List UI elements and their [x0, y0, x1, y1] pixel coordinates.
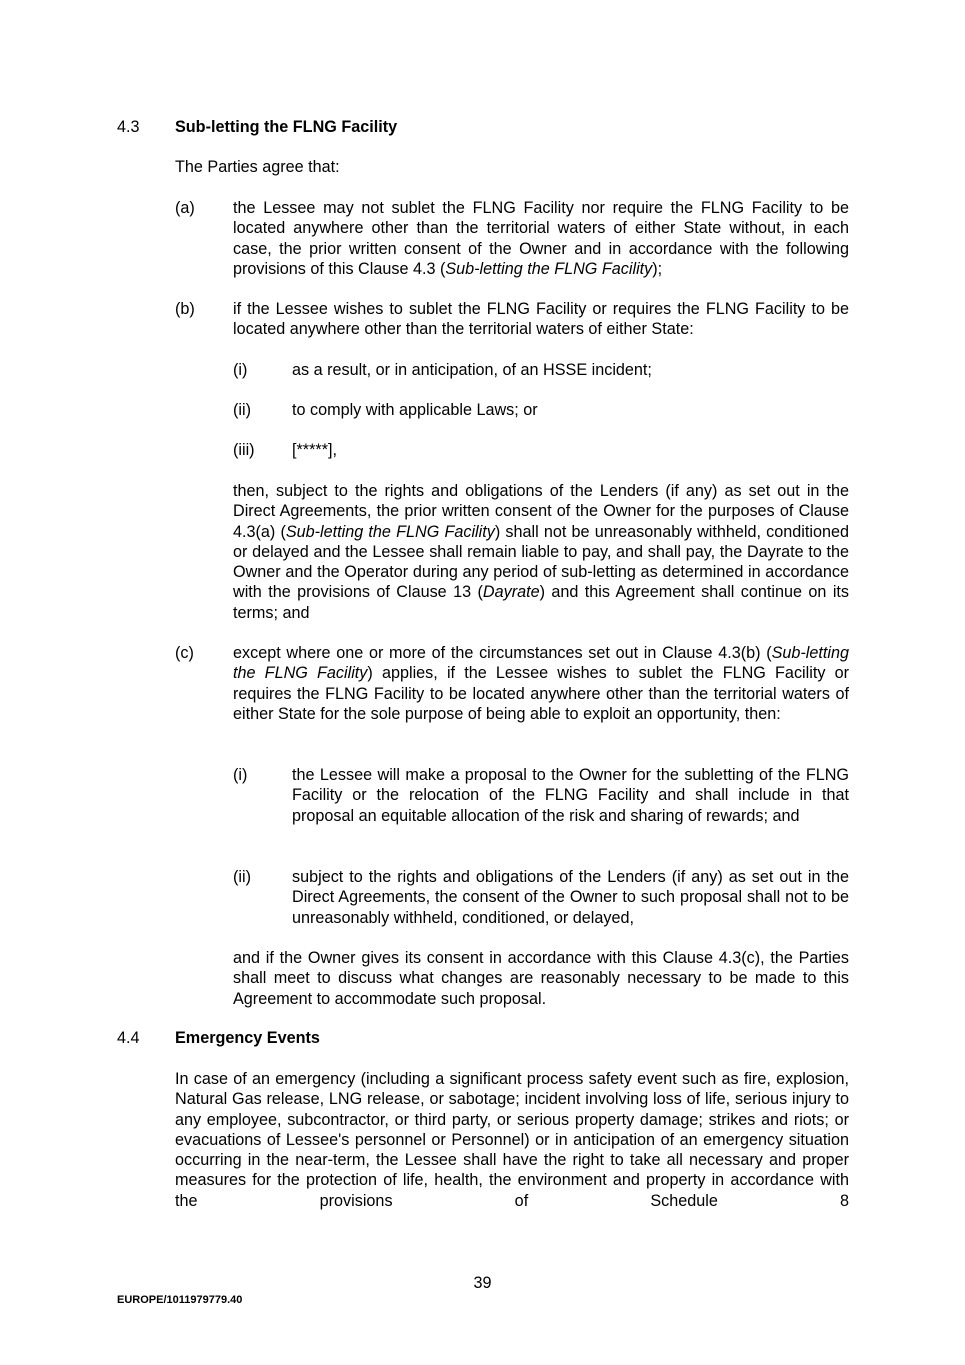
item-b-then-2: ) shall not be unreasonably withheld, conditioned or delayed and the Lessee shall remain liable to pay, and shall pay, the Dayrate to the Owner and the Operator during any period of sub-letting as determined in accordance with the provisions of Clause 13 ( — [233, 522, 849, 602]
item-c-closing-text: and if the Owner gives its consent in accordance with this Clause 4.3(c), the Parties shall meet to discuss what changes are reasonably necessary to be made to this Agreement to accommodate such proposal. — [233, 949, 849, 1008]
item-c-ii-label: (ii) — [233, 868, 251, 886]
section-4-3-intro: The Parties agree that: — [175, 158, 340, 176]
item-b-i-text: as a result, or in anticipation, of an HSSE incident; — [292, 361, 652, 379]
item-b-then-text — [233, 481, 849, 623]
section-number: 4.3 — [117, 118, 140, 136]
section-title: Emergency Events — [175, 1029, 320, 1047]
item-a-text-1: the Lessee may not sublet the FLNG Facility nor require the FLNG Facility to be located anywhere other than the territorial waters of either State without, in each case, the prior written consent of the Owner and in accordance with the following provisions of this Clause 4.3 ( — [233, 199, 849, 278]
section-4-3-heading — [117, 117, 857, 138]
item-a-italic: Sub-letting the FLNG Facility — [445, 259, 653, 278]
section-4-4-text: In case of an emergency (including a significant process safety event such as fire, explosion, Natural Gas release, LNG release, or sabotage; incident involving loss of life, serious injury to any employee, subcontractor, or third party, or serious property damage; strikes and riots; or evacuations of Lessee's personnel or Personnel) or in anticipation of an emergency situation occurring in the near-term, the Lessee shall have the right to take all necessary and proper measures for the protection of life, health, the environment and property in accordance with the provisions of Schedule 8 — [175, 1070, 849, 1210]
item-a-label: (a) — [175, 199, 195, 217]
item-b-then-1: then, subject to the rights and obligations of the Lenders (if any) as set out in the Direct Agreements, the prior written consent of the Owner for the purposes of Clause 4.3(a) ( — [233, 482, 849, 541]
item-b-ii-label: (ii) — [233, 401, 251, 419]
item-c-ii-text: subject to the rights and obligations of the Lenders (if any) as set out in the Direct Agreements, the consent of the Owner to such proposal shall not to be unreasonably withheld, conditioned, or delayed, — [292, 868, 849, 927]
item-b-ii-text: to comply with applicable Laws; or — [292, 401, 538, 419]
item-b-then-3: ) and this Agreement shall continue on its terms; and — [233, 583, 850, 622]
item-c-label: (c) — [175, 644, 194, 662]
item-c-text-2: ) applies, if the Lessee wishes to sublet the FLNG Facility or requires the FLNG Facility to be located anywhere other than the territorial waters of either State for the sole purpose of being able to exploit an opportunity, then: — [233, 664, 849, 723]
item-b-i-label: (i) — [233, 361, 248, 379]
item-b-then-italic-1: Sub-letting the FLNG Facility — [285, 522, 495, 541]
item-b-iii-label: (iii) — [233, 441, 255, 459]
item-b-then-italic-2: Dayrate — [482, 583, 540, 602]
item-c-text — [233, 643, 849, 724]
section-title: Sub-letting the FLNG Facility — [175, 118, 398, 136]
item-b-text: if the Lessee wishes to sublet the FLNG Facility or requires the FLNG Facility to be located anywhere other than the territorial waters of either State: — [233, 300, 849, 339]
item-c-i-text: the Lessee will make a proposal to the Owner for the subletting of the FLNG Facility or the relocation of the FLNG Facility and shall include in that proposal an equitable allocation of the risk and sharing of rewards; and — [292, 766, 849, 825]
item-a-text — [233, 198, 849, 279]
item-b-iii-text: [*****], — [292, 441, 337, 459]
item-c-i-label: (i) — [233, 766, 248, 784]
page-number: 39 — [473, 1274, 492, 1292]
item-b-label: (b) — [175, 300, 195, 318]
item-c-italic: Sub-letting the FLNG Facility — [233, 644, 849, 683]
section-4-4-heading — [117, 1028, 857, 1049]
document-reference: EUROPE/1011979779.40 — [117, 1294, 243, 1306]
item-c-text-1: except where one or more of the circumstances set out in Clause 4.3(b) ( — [233, 644, 772, 662]
item-a-text-2: ); — [652, 259, 663, 278]
section-number: 4.4 — [117, 1029, 140, 1047]
